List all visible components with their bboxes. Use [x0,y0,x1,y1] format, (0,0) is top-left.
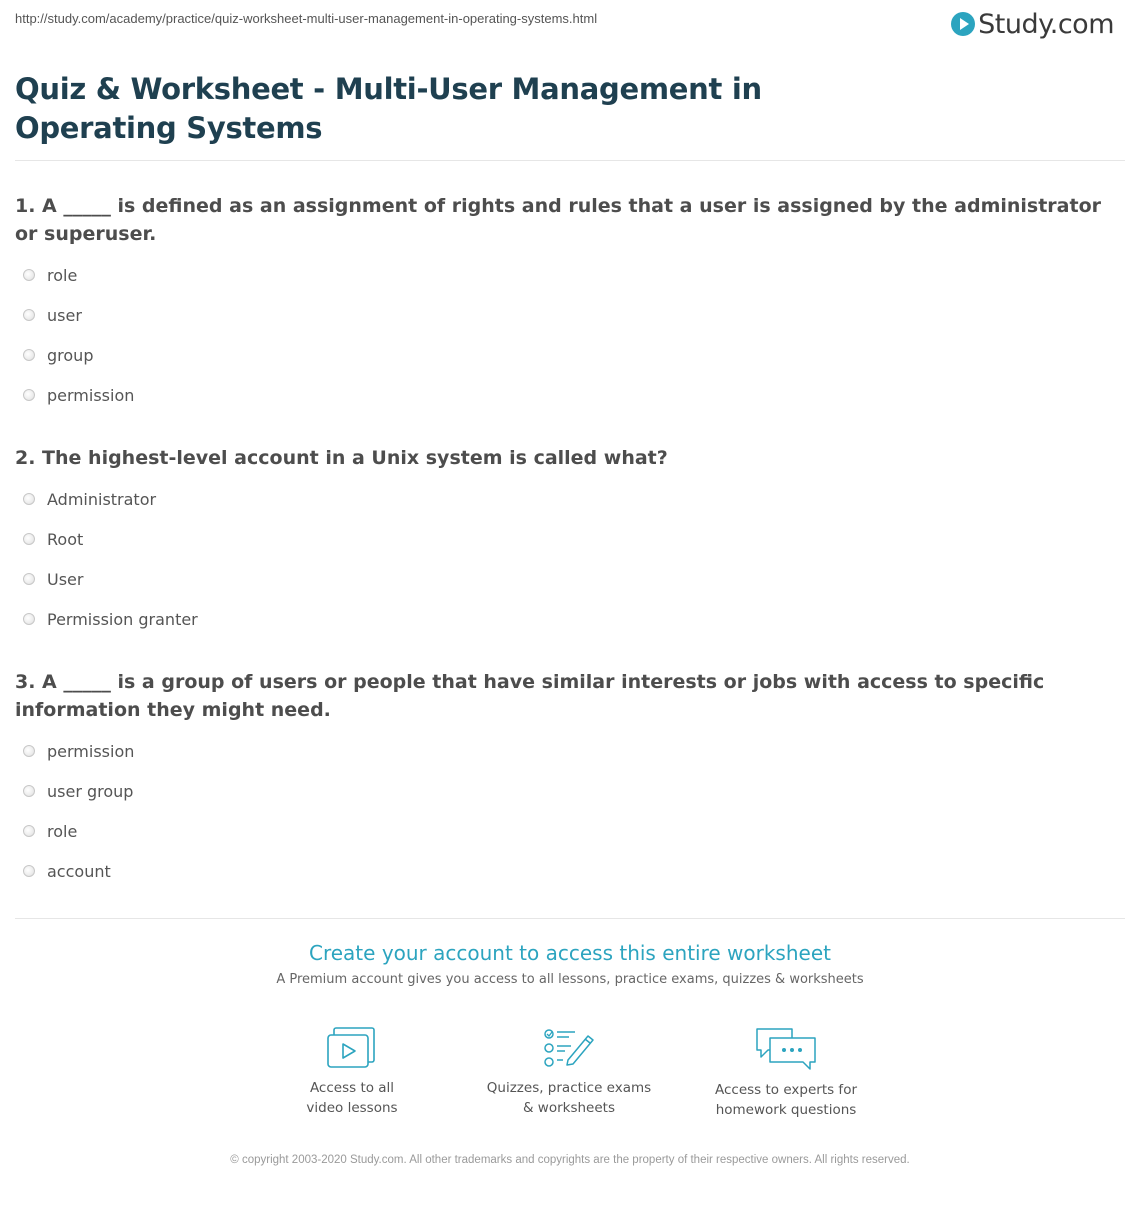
radio-button[interactable] [23,309,35,321]
radio-button[interactable] [23,785,35,797]
question-1: 1. A _____ is defined as an assignment of rights and rules that a user is assigned by the administrator or superuser. [15,195,1102,245]
chat-bubbles-icon [754,1026,818,1072]
play-logo-icon [951,12,975,36]
radio-button[interactable] [23,389,35,401]
page-url: http://study.com/academy/practice/quiz-worksheet-multi-user-management-in-operating-systems.html [15,11,598,26]
radio-button[interactable] [23,825,35,837]
quiz-checklist-icon [541,1026,597,1070]
option-label: User [47,569,84,589]
cta-subtitle: A Premium account gives you access to all lessons, practice exams, quizzes & worksheets [276,972,864,987]
feature-label-line1: Access to all [309,1080,395,1096]
q2-option-3[interactable] [23,567,83,591]
radio-button[interactable] [23,533,35,545]
video-lessons-icon [326,1026,378,1070]
option-label: role [47,821,78,841]
study-logo[interactable] [951,7,1114,41]
feature-quizzes [469,1026,669,1118]
feature-label-line2: homework questions [715,1102,857,1118]
section-divider [15,918,1125,919]
radio-button[interactable] [23,745,35,757]
radio-button[interactable] [23,493,35,505]
q1-option-4[interactable] [23,383,134,407]
q2-option-4[interactable] [23,607,198,631]
option-label: user [47,305,82,325]
feature-label-line1: Quizzes, practice exams [486,1080,652,1096]
q1-option-2[interactable] [23,303,82,327]
radio-button[interactable] [23,349,35,361]
feature-experts [686,1026,886,1120]
feature-label-line1: Access to experts for [714,1082,857,1098]
q3-option-3[interactable] [23,819,77,843]
q3-option-1[interactable] [23,739,134,763]
option-label: group [47,345,94,365]
radio-button[interactable] [23,865,35,877]
option-label: permission [47,385,135,405]
logo-text: Study.com [978,8,1114,40]
option-label: Administrator [47,489,157,509]
radio-button[interactable] [23,269,35,281]
question-3: 3. A _____ is a group of users or people that have similar interests or jobs with access to specific information they might need. [15,671,1045,721]
title-divider [15,160,1125,161]
option-label: Permission granter [47,609,198,629]
q1-option-1[interactable] [23,263,77,287]
q2-option-2[interactable] [23,527,83,551]
create-account-link[interactable]: Create your account to access this entire worksheet [309,941,831,965]
page-title: Quiz & Worksheet - Multi-User Management in Operating Systems [15,72,762,145]
q2-option-1[interactable] [23,487,156,511]
question-2: 2. The highest-level account in a Unix system is called what? [15,447,668,469]
q3-option-4[interactable] [23,859,111,883]
feature-video-lessons [252,1026,452,1118]
option-label: permission [47,741,135,761]
radio-button[interactable] [23,613,35,625]
q3-option-2[interactable] [23,779,133,803]
feature-label-line2: video lessons [306,1100,398,1116]
option-label: user group [47,781,134,801]
feature-label-line2: & worksheets [522,1100,615,1116]
option-label: account [47,861,111,881]
q1-option-3[interactable] [23,343,93,367]
option-label: Root [47,529,84,549]
copyright-footer: © copyright 2003-2020 Study.com. All other trademarks and copyrights are the property of their respective owners. All rights reserved. [230,1154,910,1166]
radio-button[interactable] [23,573,35,585]
option-label: role [47,265,78,285]
